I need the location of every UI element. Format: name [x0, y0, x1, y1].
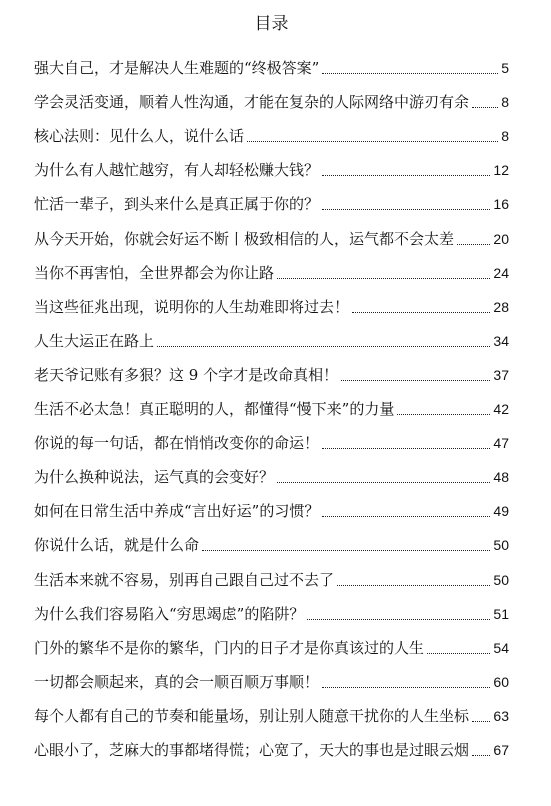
toc-page-number: 48 — [493, 469, 509, 486]
toc-dot-leader — [341, 379, 490, 381]
toc-entry-title: 如何在日常生活中养成“言出好运”的习惯？ — [34, 502, 320, 521]
toc-entry[interactable] — [34, 658, 509, 692]
toc-entry-title: 为什么换种说法，运气真的会变好？ — [34, 468, 275, 487]
toc-entry-title: 生活本来就不容易，别再自己跟自己过不去了 — [34, 570, 335, 589]
toc-entry-title: 强大自己，才是解决人生难题的“终极答案” — [34, 59, 320, 78]
toc-entry-title: 忙活一辈子，到头来什么是真正属于你的？ — [34, 195, 320, 214]
toc-page-number: 24 — [493, 264, 509, 281]
toc-entry[interactable] — [34, 624, 509, 658]
toc-entry-title: 学会灵活变通，顺着人性沟通，才能在复杂的人际网络中游刃有余 — [34, 93, 470, 112]
toc-page-number: 12 — [493, 162, 509, 179]
toc-dot-leader — [472, 106, 498, 108]
toc-entry[interactable] — [34, 249, 509, 283]
toc-entry[interactable] — [34, 78, 509, 112]
toc-dot-leader — [472, 720, 490, 722]
toc-entry-title: 一切都会顺起来，真的会一顺百顺万事顺！ — [34, 672, 320, 691]
toc-dot-leader — [157, 345, 490, 347]
toc-entry[interactable] — [34, 487, 509, 521]
toc-page-number: 42 — [493, 401, 509, 418]
toc-entry-title: 门外的繁华不是你的繁华，门内的日子才是你真该过的人生 — [34, 638, 425, 657]
toc-title: 目录 — [254, 14, 289, 34]
toc-dot-leader — [277, 481, 490, 483]
toc-dot-leader — [322, 72, 498, 74]
toc-dot-leader — [427, 652, 490, 654]
toc-page-number: 50 — [493, 571, 509, 588]
toc-page-number: 28 — [493, 298, 509, 315]
toc-entry[interactable] — [34, 180, 509, 214]
toc-dot-leader — [247, 140, 498, 142]
toc-entry[interactable] — [34, 283, 509, 317]
toc-dot-leader — [277, 277, 490, 279]
toc-entry[interactable] — [34, 44, 509, 78]
toc-dot-leader — [337, 584, 490, 586]
toc-entry-title: 心眼小了，芝麻大的事都堵得慌；心宽了，天大的事也是过眼云烟 — [34, 740, 470, 759]
toc-entry-title: 你说什么话，就是什么命 — [34, 536, 200, 555]
toc-dot-leader — [322, 447, 490, 449]
toc-page-number: 63 — [493, 707, 509, 724]
toc-dot-leader — [397, 413, 490, 415]
toc-page-number: 67 — [493, 741, 509, 758]
toc-page-number: 49 — [493, 503, 509, 520]
toc-entry-title: 老天爷记账有多狠？这 9 个字才是改命真相！ — [34, 365, 339, 384]
toc-page-number: 20 — [493, 230, 509, 247]
toc-entry[interactable] — [34, 521, 509, 555]
toc-entry[interactable] — [34, 453, 509, 487]
toc-entry[interactable] — [34, 419, 509, 453]
toc-entry-title: 人生大运正在路上 — [34, 331, 155, 350]
toc-dot-leader — [352, 311, 490, 313]
toc-entry[interactable] — [34, 385, 509, 419]
toc-dot-leader — [307, 618, 490, 620]
toc-list — [34, 44, 509, 760]
toc-dot-leader — [457, 243, 490, 245]
toc-entry[interactable] — [34, 590, 509, 624]
toc-entry[interactable] — [34, 692, 509, 726]
toc-page-number: 5 — [501, 60, 509, 77]
toc-entry[interactable] — [34, 317, 509, 351]
toc-dot-leader — [322, 686, 490, 688]
toc-entry-title: 当这些征兆出现，说明你的人生劫难即将过去！ — [34, 297, 350, 316]
toc-entry-title: 生活不必太急！真正聪明的人，都懂得“慢下来”的力量 — [34, 400, 395, 419]
toc-entry[interactable] — [34, 214, 509, 248]
toc-dot-leader — [322, 208, 490, 210]
toc-dot-leader — [322, 515, 490, 517]
toc-entry-title: 为什么有人越忙越穷，有人却轻松赚大钱？ — [34, 161, 320, 180]
toc-entry-title: 每个人都有自己的节奏和能量场，别让别人随意干扰你的人生坐标 — [34, 706, 470, 725]
toc-dot-leader — [472, 754, 490, 756]
toc-entry-title: 核心法则：见什么人，说什么话 — [34, 127, 245, 146]
toc-dot-leader — [322, 174, 490, 176]
toc-entry[interactable] — [34, 112, 509, 146]
toc-entry-title: 当你不再害怕，全世界都会为你让路 — [34, 263, 275, 282]
toc-page-number: 8 — [501, 94, 509, 111]
toc-entry[interactable] — [34, 351, 509, 385]
toc-entry-title: 为什么我们容易陷入“穷思竭虑”的陷阱？ — [34, 604, 305, 623]
toc-page-number: 16 — [493, 196, 509, 213]
toc-page-number: 60 — [493, 673, 509, 690]
toc-page-number: 34 — [493, 332, 509, 349]
toc-entry[interactable] — [34, 146, 509, 180]
toc-page-number: 47 — [493, 435, 509, 452]
toc-page-number: 50 — [493, 537, 509, 554]
toc-entry[interactable] — [34, 726, 509, 760]
toc-page-number: 51 — [493, 605, 509, 622]
toc-page-number: 54 — [493, 639, 509, 656]
toc-dot-leader — [202, 549, 490, 551]
toc-page-number: 8 — [501, 128, 509, 145]
toc-entry[interactable] — [34, 555, 509, 589]
toc-page-number: 37 — [493, 366, 509, 383]
toc-entry-title: 从今天开始，你就会好运不断丨极致相信的人，运气都不会太差 — [34, 229, 455, 248]
toc-entry-title: 你说的每一句话，都在悄悄改变你的命运！ — [34, 434, 320, 453]
